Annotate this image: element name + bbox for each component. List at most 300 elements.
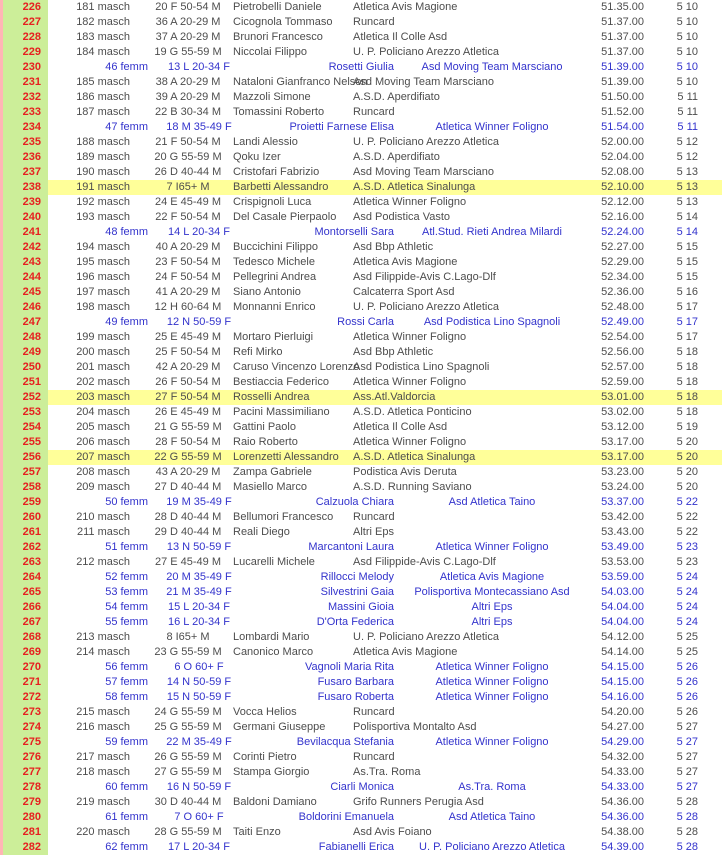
rank-cell: 276 bbox=[22, 751, 41, 763]
team-cell: Altri Eps bbox=[471, 616, 513, 628]
category-cell: 42 A 20-29 M bbox=[155, 361, 221, 373]
finish-time-cell: 52.10.00 bbox=[601, 181, 644, 193]
team-cell: Atletica Winner Foligno bbox=[435, 661, 549, 673]
team-cell: Asd Atletica Taino bbox=[448, 496, 536, 508]
position-cell: 212 masch bbox=[76, 556, 130, 568]
team-cell: As.Tra. Roma bbox=[458, 781, 526, 793]
team-cell: Asd Podistica Lino Spagnoli bbox=[423, 316, 561, 328]
finish-time-cell: 51.39.00 bbox=[601, 76, 644, 88]
pace-cell: 5 10 bbox=[676, 46, 698, 58]
team-cell: Podistica Avis Deruta bbox=[353, 466, 457, 478]
runner-name-cell: Rillocci Melody bbox=[320, 571, 394, 583]
finish-time-cell: 54.36.00 bbox=[601, 796, 644, 808]
runner-name-cell: Gattini Paolo bbox=[233, 421, 296, 433]
team-cell: Polisportiva Montalto Asd bbox=[353, 721, 477, 733]
category-cell: 20 M 35-49 F bbox=[166, 571, 232, 583]
runner-name-cell: Niccolai Filippo bbox=[233, 46, 307, 58]
result-row bbox=[0, 465, 722, 480]
team-cell: Atletica Il Colle Asd bbox=[353, 421, 448, 433]
position-cell: 202 masch bbox=[76, 376, 130, 388]
result-row bbox=[0, 90, 722, 105]
rank-cell: 269 bbox=[22, 646, 41, 658]
finish-time-cell: 53.17.00 bbox=[601, 451, 644, 463]
runner-name-cell: Bevilacqua Stefania bbox=[296, 736, 394, 748]
runner-name-cell: Zampa Gabriele bbox=[233, 466, 312, 478]
category-cell: 21 M 35-49 F bbox=[166, 586, 232, 598]
rank-cell: 239 bbox=[22, 196, 41, 208]
runner-name-cell: Marcantoni Laura bbox=[308, 541, 394, 553]
category-cell: 28 F 50-54 M bbox=[155, 436, 221, 448]
result-row bbox=[0, 540, 722, 555]
finish-time-cell: 53.59.00 bbox=[601, 571, 644, 583]
category-cell: 14 L 20-34 F bbox=[168, 226, 230, 238]
runner-name-cell: Bellumori Francesco bbox=[233, 511, 334, 523]
pace-cell: 5 13 bbox=[676, 166, 698, 178]
finish-time-cell: 53.24.00 bbox=[601, 481, 644, 493]
category-cell: 30 D 40-44 M bbox=[154, 796, 222, 808]
team-cell: Atletica Avis Magione bbox=[353, 256, 458, 268]
team-cell: U. P. Policiano Arezzo Atletica bbox=[419, 841, 565, 853]
runner-name-cell: Barbetti Alessandro bbox=[233, 181, 329, 193]
runner-name-cell: Montorselli Sara bbox=[314, 226, 394, 238]
runner-name-cell: Rosetti Giulia bbox=[328, 61, 394, 73]
result-row bbox=[0, 570, 722, 585]
result-row bbox=[0, 780, 722, 795]
pace-cell: 5 24 bbox=[676, 571, 698, 583]
category-cell: 13 L 20-34 F bbox=[168, 61, 230, 73]
pace-cell: 5 11 bbox=[677, 106, 698, 118]
runner-name-cell: Pellegrini Andrea bbox=[233, 271, 317, 283]
rank-cell: 272 bbox=[22, 691, 41, 703]
position-cell: 218 masch bbox=[76, 766, 130, 778]
rank-cell: 241 bbox=[22, 226, 41, 238]
team-cell: Asd Avis Foiano bbox=[353, 826, 432, 838]
rank-cell: 264 bbox=[22, 571, 41, 583]
result-row bbox=[0, 450, 722, 465]
team-cell: U. P. Policiano Arezzo Atletica bbox=[353, 631, 499, 643]
pace-cell: 5 27 bbox=[676, 766, 698, 778]
category-cell: 12 N 50-59 F bbox=[166, 316, 232, 328]
pace-cell: 5 26 bbox=[676, 706, 698, 718]
position-cell: 214 masch bbox=[76, 646, 130, 658]
pace-cell: 5 20 bbox=[676, 451, 698, 463]
pace-cell: 5 13 bbox=[676, 181, 698, 193]
category-cell: 22 B 30-34 M bbox=[154, 106, 222, 118]
runner-name-cell: Vocca Helios bbox=[233, 706, 297, 718]
pace-cell: 5 11 bbox=[677, 91, 698, 103]
pace-cell: 5 28 bbox=[676, 841, 698, 853]
result-row bbox=[0, 615, 722, 630]
category-cell: 6 O 60+ F bbox=[174, 661, 224, 673]
rank-cell: 255 bbox=[22, 436, 41, 448]
result-row bbox=[0, 630, 722, 645]
position-cell: 204 masch bbox=[76, 406, 130, 418]
runner-name-cell: Landi Alessio bbox=[233, 136, 298, 148]
runner-name-cell: Crispignoli Luca bbox=[233, 196, 312, 208]
finish-time-cell: 52.29.00 bbox=[601, 256, 644, 268]
pace-cell: 5 17 bbox=[676, 301, 698, 313]
rank-cell: 277 bbox=[22, 766, 41, 778]
result-row bbox=[0, 765, 722, 780]
result-row bbox=[0, 645, 722, 660]
runner-name-cell: Buccichini Filippo bbox=[233, 241, 318, 253]
runner-name-cell: Brunori Francesco bbox=[233, 31, 323, 43]
result-row bbox=[0, 375, 722, 390]
team-cell: Altri Eps bbox=[353, 526, 394, 538]
rank-cell: 249 bbox=[22, 346, 41, 358]
team-cell: A.S.D. Atletica Sinalunga bbox=[353, 451, 476, 463]
rank-cell: 274 bbox=[22, 721, 41, 733]
category-cell: 27 G 55-59 M bbox=[154, 766, 222, 778]
rank-cell: 242 bbox=[22, 241, 41, 253]
result-row bbox=[0, 675, 722, 690]
rank-cell: 252 bbox=[22, 391, 41, 403]
result-row bbox=[0, 210, 722, 225]
rank-cell: 235 bbox=[22, 136, 41, 148]
result-row bbox=[0, 120, 722, 135]
runner-name-cell: Siano Antonio bbox=[233, 286, 301, 298]
position-cell: 193 masch bbox=[76, 211, 130, 223]
category-cell: 27 D 40-44 M bbox=[154, 481, 222, 493]
pace-cell: 5 24 bbox=[676, 616, 698, 628]
team-cell: Asd Atletica Taino bbox=[448, 811, 536, 823]
pace-cell: 5 23 bbox=[676, 541, 698, 553]
runner-name-cell: Ciarli Monica bbox=[330, 781, 394, 793]
rank-cell: 275 bbox=[22, 736, 41, 748]
category-cell: 19 M 35-49 F bbox=[166, 496, 232, 508]
finish-time-cell: 53.12.00 bbox=[601, 421, 644, 433]
result-row bbox=[0, 300, 722, 315]
category-cell: 20 G 55-59 M bbox=[154, 151, 222, 163]
category-cell: 38 A 20-29 M bbox=[155, 76, 221, 88]
finish-time-cell: 53.17.00 bbox=[601, 436, 644, 448]
result-row bbox=[0, 735, 722, 750]
runner-name-cell: Fusaro Roberta bbox=[317, 691, 394, 703]
team-cell: Asd Bbp Athletic bbox=[353, 241, 434, 253]
pace-cell: 5 27 bbox=[676, 751, 698, 763]
pace-cell: 5 10 bbox=[676, 16, 698, 28]
position-cell: 199 masch bbox=[76, 331, 130, 343]
pace-cell: 5 20 bbox=[676, 436, 698, 448]
finish-time-cell: 52.27.00 bbox=[601, 241, 644, 253]
runner-name-cell: Fabianelli Erica bbox=[318, 841, 394, 853]
pace-cell: 5 27 bbox=[676, 736, 698, 748]
result-row bbox=[0, 270, 722, 285]
result-row bbox=[0, 180, 722, 195]
pace-cell: 5 14 bbox=[676, 226, 698, 238]
team-cell: Atletica Winner Foligno bbox=[435, 541, 549, 553]
result-row bbox=[0, 60, 722, 75]
position-cell: 187 masch bbox=[76, 106, 130, 118]
team-cell: Asd Podistica Lino Spagnoli bbox=[353, 361, 490, 373]
position-cell: 48 femm bbox=[105, 226, 148, 238]
pace-cell: 5 17 bbox=[676, 316, 698, 328]
pace-cell: 5 24 bbox=[676, 601, 698, 613]
category-cell: 18 M 35-49 F bbox=[166, 121, 232, 133]
category-cell: 19 G 55-59 M bbox=[154, 46, 222, 58]
finish-time-cell: 53.42.00 bbox=[601, 511, 644, 523]
team-cell: Calcaterra Sport Asd bbox=[353, 286, 455, 298]
runner-name-cell: Caruso Vincenzo Lorenzo bbox=[233, 361, 360, 373]
finish-time-cell: 52.24.00 bbox=[601, 226, 644, 238]
rank-cell: 240 bbox=[22, 211, 41, 223]
finish-time-cell: 54.29.00 bbox=[601, 736, 644, 748]
category-cell: 23 F 50-54 M bbox=[155, 256, 221, 268]
team-cell: As.Tra. Roma bbox=[353, 766, 421, 778]
category-cell: 14 N 50-59 F bbox=[166, 676, 232, 688]
pace-cell: 5 10 bbox=[676, 1, 698, 13]
finish-time-cell: 54.36.00 bbox=[601, 811, 644, 823]
runner-name-cell: Fusaro Barbara bbox=[317, 676, 394, 688]
finish-time-cell: 51.54.00 bbox=[601, 121, 644, 133]
team-cell: Asd Moving Team Marsciano bbox=[353, 166, 495, 178]
team-cell: Runcard bbox=[353, 106, 395, 118]
team-cell: A.S.D. Aperdifiato bbox=[353, 151, 440, 163]
result-row bbox=[0, 555, 722, 570]
finish-time-cell: 54.33.00 bbox=[601, 781, 644, 793]
rank-cell: 261 bbox=[22, 526, 41, 538]
position-cell: 215 masch bbox=[76, 706, 130, 718]
pace-cell: 5 20 bbox=[676, 466, 698, 478]
position-cell: 206 masch bbox=[76, 436, 130, 448]
runner-name-cell: Rosselli Andrea bbox=[233, 391, 310, 403]
pace-cell: 5 16 bbox=[676, 286, 698, 298]
result-row bbox=[0, 225, 722, 240]
rank-cell: 245 bbox=[22, 286, 41, 298]
category-cell: 28 G 55-59 M bbox=[154, 826, 222, 838]
team-cell: Asd Bbp Athletic bbox=[353, 346, 434, 358]
rank-cell: 233 bbox=[22, 106, 41, 118]
pace-cell: 5 12 bbox=[676, 151, 698, 163]
runner-name-cell: Canonico Marco bbox=[233, 646, 314, 658]
runner-name-cell: Boldorini Emanuela bbox=[298, 811, 394, 823]
pace-cell: 5 20 bbox=[676, 481, 698, 493]
finish-time-cell: 52.08.00 bbox=[601, 166, 644, 178]
rank-cell: 254 bbox=[22, 421, 41, 433]
result-row bbox=[0, 0, 722, 15]
position-cell: 198 masch bbox=[76, 301, 130, 313]
category-cell: 26 D 40-44 M bbox=[154, 166, 222, 178]
result-row bbox=[0, 420, 722, 435]
category-cell: 25 E 45-49 M bbox=[154, 331, 222, 343]
rank-cell: 248 bbox=[22, 331, 41, 343]
pace-cell: 5 27 bbox=[676, 721, 698, 733]
pace-cell: 5 14 bbox=[676, 211, 698, 223]
result-row bbox=[0, 660, 722, 675]
rank-cell: 279 bbox=[22, 796, 41, 808]
finish-time-cell: 52.34.00 bbox=[601, 271, 644, 283]
finish-time-cell: 53.02.00 bbox=[601, 406, 644, 418]
runner-name-cell: Qoku Izer bbox=[233, 151, 281, 163]
team-cell: A.S.D. Running Saviano bbox=[353, 481, 472, 493]
category-cell: 21 F 50-54 M bbox=[155, 136, 221, 148]
team-cell: Altri Eps bbox=[471, 601, 513, 613]
pace-cell: 5 10 bbox=[676, 31, 698, 43]
result-row bbox=[0, 30, 722, 45]
finish-time-cell: 52.56.00 bbox=[601, 346, 644, 358]
category-cell: 26 E 45-49 M bbox=[154, 406, 222, 418]
position-cell: 219 masch bbox=[76, 796, 130, 808]
team-cell: Atletica Winner Foligno bbox=[435, 691, 549, 703]
pace-cell: 5 22 bbox=[676, 526, 698, 538]
category-cell: 41 A 20-29 M bbox=[155, 286, 221, 298]
result-row bbox=[0, 360, 722, 375]
runner-name-cell: Reali Diego bbox=[233, 526, 290, 538]
position-cell: 196 masch bbox=[76, 271, 130, 283]
finish-time-cell: 54.27.00 bbox=[601, 721, 644, 733]
rank-cell: 273 bbox=[22, 706, 41, 718]
position-cell: 49 femm bbox=[105, 316, 148, 328]
pace-cell: 5 26 bbox=[676, 661, 698, 673]
team-cell: Ass.Atl.Valdorcia bbox=[353, 391, 436, 403]
result-row bbox=[0, 45, 722, 60]
finish-time-cell: 54.39.00 bbox=[601, 841, 644, 853]
position-cell: 184 masch bbox=[76, 46, 130, 58]
result-row bbox=[0, 510, 722, 525]
category-cell: 16 L 20-34 F bbox=[168, 616, 230, 628]
runner-name-cell: Germani Giuseppe bbox=[233, 721, 326, 733]
pace-cell: 5 28 bbox=[676, 826, 698, 838]
team-cell: U. P. Policiano Arezzo Atletica bbox=[353, 136, 499, 148]
category-cell: 37 A 20-29 M bbox=[155, 31, 221, 43]
finish-time-cell: 53.43.00 bbox=[601, 526, 644, 538]
rank-cell: 271 bbox=[22, 676, 41, 688]
category-cell: 40 A 20-29 M bbox=[155, 241, 221, 253]
result-row bbox=[0, 165, 722, 180]
rank-cell: 262 bbox=[22, 541, 41, 553]
runner-name-cell: Raio Roberto bbox=[233, 436, 298, 448]
result-row bbox=[0, 810, 722, 825]
position-cell: 186 masch bbox=[76, 91, 130, 103]
result-row bbox=[0, 480, 722, 495]
position-cell: 46 femm bbox=[105, 61, 148, 73]
finish-time-cell: 51.39.00 bbox=[601, 61, 644, 73]
category-cell: 17 L 20-34 F bbox=[168, 841, 230, 853]
position-cell: 220 masch bbox=[76, 826, 130, 838]
runner-name-cell: Cristofari Fabrizio bbox=[233, 166, 320, 178]
runner-name-cell: Monnanni Enrico bbox=[233, 301, 316, 313]
pace-cell: 5 12 bbox=[676, 136, 698, 148]
rank-cell: 259 bbox=[22, 496, 41, 508]
pace-cell: 5 18 bbox=[676, 361, 698, 373]
runner-name-cell: Tomassini Roberto bbox=[233, 106, 325, 118]
pace-cell: 5 15 bbox=[676, 241, 698, 253]
rank-cell: 253 bbox=[22, 406, 41, 418]
finish-time-cell: 54.15.00 bbox=[601, 661, 644, 673]
team-cell: Runcard bbox=[353, 511, 395, 523]
team-cell: Grifo Runners Perugia Asd bbox=[353, 796, 484, 808]
position-cell: 181 masch bbox=[76, 1, 130, 13]
result-row bbox=[0, 750, 722, 765]
runner-name-cell: Refi Mirko bbox=[233, 346, 283, 358]
finish-time-cell: 52.59.00 bbox=[601, 376, 644, 388]
team-cell: Atl.Stud. Rieti Andrea Milardi bbox=[421, 226, 562, 238]
rank-cell: 227 bbox=[22, 16, 41, 28]
runner-name-cell: Cicognola Tommaso bbox=[233, 16, 333, 28]
runner-name-cell: Lorenzetti Alessandro bbox=[233, 451, 339, 463]
runner-name-cell: Bestiaccia Federico bbox=[233, 376, 329, 388]
position-cell: 216 masch bbox=[76, 721, 130, 733]
category-cell: 26 F 50-54 M bbox=[155, 376, 221, 388]
result-row bbox=[0, 75, 722, 90]
pace-cell: 5 28 bbox=[676, 796, 698, 808]
finish-time-cell: 52.12.00 bbox=[601, 196, 644, 208]
rank-cell: 246 bbox=[22, 301, 41, 313]
runner-name-cell: Mortaro Pierluigi bbox=[233, 331, 314, 343]
position-cell: 217 masch bbox=[76, 751, 130, 763]
category-cell: 21 G 55-59 M bbox=[154, 421, 222, 433]
position-cell: 207 masch bbox=[76, 451, 130, 463]
category-cell: 27 F 50-54 M bbox=[155, 391, 221, 403]
rank-cell: 251 bbox=[22, 376, 41, 388]
team-cell: Atletica Winner Foligno bbox=[353, 436, 467, 448]
finish-time-cell: 53.37.00 bbox=[601, 496, 644, 508]
finish-time-cell: 52.49.00 bbox=[601, 316, 644, 328]
runner-name-cell: Proietti Farnese Elisa bbox=[289, 121, 394, 133]
team-cell: Atletica Avis Magione bbox=[439, 571, 545, 583]
rank-cell: 230 bbox=[22, 61, 41, 73]
pace-cell: 5 22 bbox=[676, 496, 698, 508]
pace-cell: 5 18 bbox=[676, 346, 698, 358]
category-cell: 25 F 50-54 M bbox=[155, 346, 221, 358]
pace-cell: 5 15 bbox=[676, 256, 698, 268]
category-cell: 26 G 55-59 M bbox=[154, 751, 222, 763]
finish-time-cell: 53.49.00 bbox=[601, 541, 644, 553]
result-row bbox=[0, 390, 722, 405]
runner-name-cell: Mazzoli Simone bbox=[233, 91, 311, 103]
position-cell: 208 masch bbox=[76, 466, 130, 478]
result-row bbox=[0, 525, 722, 540]
rank-cell: 231 bbox=[22, 76, 41, 88]
left-edge-strip bbox=[0, 0, 3, 855]
position-cell: 61 femm bbox=[105, 811, 148, 823]
rank-cell: 263 bbox=[22, 556, 41, 568]
finish-time-cell: 51.37.00 bbox=[601, 31, 644, 43]
pace-cell: 5 17 bbox=[676, 331, 698, 343]
result-row bbox=[0, 435, 722, 450]
rank-cell: 243 bbox=[22, 256, 41, 268]
team-cell: Atletica Winner Foligno bbox=[435, 676, 549, 688]
runner-name-cell: Corinti Pietro bbox=[233, 751, 297, 763]
category-cell: 13 N 50-59 F bbox=[166, 541, 232, 553]
team-cell: Atletica Avis Magione bbox=[353, 646, 458, 658]
position-cell: 52 femm bbox=[105, 571, 148, 583]
result-row bbox=[0, 705, 722, 720]
runner-name-cell: Del Casale Pierpaolo bbox=[233, 211, 337, 223]
position-cell: 194 masch bbox=[76, 241, 130, 253]
result-row bbox=[0, 135, 722, 150]
position-cell: 190 masch bbox=[76, 166, 130, 178]
category-cell: 24 F 50-54 M bbox=[155, 271, 221, 283]
category-cell: 36 A 20-29 M bbox=[155, 16, 221, 28]
runner-name-cell: Baldoni Damiano bbox=[233, 796, 317, 808]
pace-cell: 5 19 bbox=[676, 421, 698, 433]
rank-cell: 250 bbox=[22, 361, 41, 373]
runner-name-cell: Stampa Giorgio bbox=[233, 766, 310, 778]
runner-name-cell: Lucarelli Michele bbox=[233, 556, 315, 568]
pace-cell: 5 18 bbox=[676, 376, 698, 388]
rank-cell: 268 bbox=[22, 631, 41, 643]
position-cell: 210 masch bbox=[76, 511, 130, 523]
position-cell: 195 masch bbox=[76, 256, 130, 268]
pace-cell: 5 10 bbox=[676, 61, 698, 73]
team-cell: Atletica Winner Foligno bbox=[353, 196, 467, 208]
pace-cell: 5 25 bbox=[676, 646, 698, 658]
finish-time-cell: 52.48.00 bbox=[601, 301, 644, 313]
finish-time-cell: 54.38.00 bbox=[601, 826, 644, 838]
position-cell: 50 femm bbox=[105, 496, 148, 508]
team-cell: Atletica Winner Foligno bbox=[435, 121, 549, 133]
